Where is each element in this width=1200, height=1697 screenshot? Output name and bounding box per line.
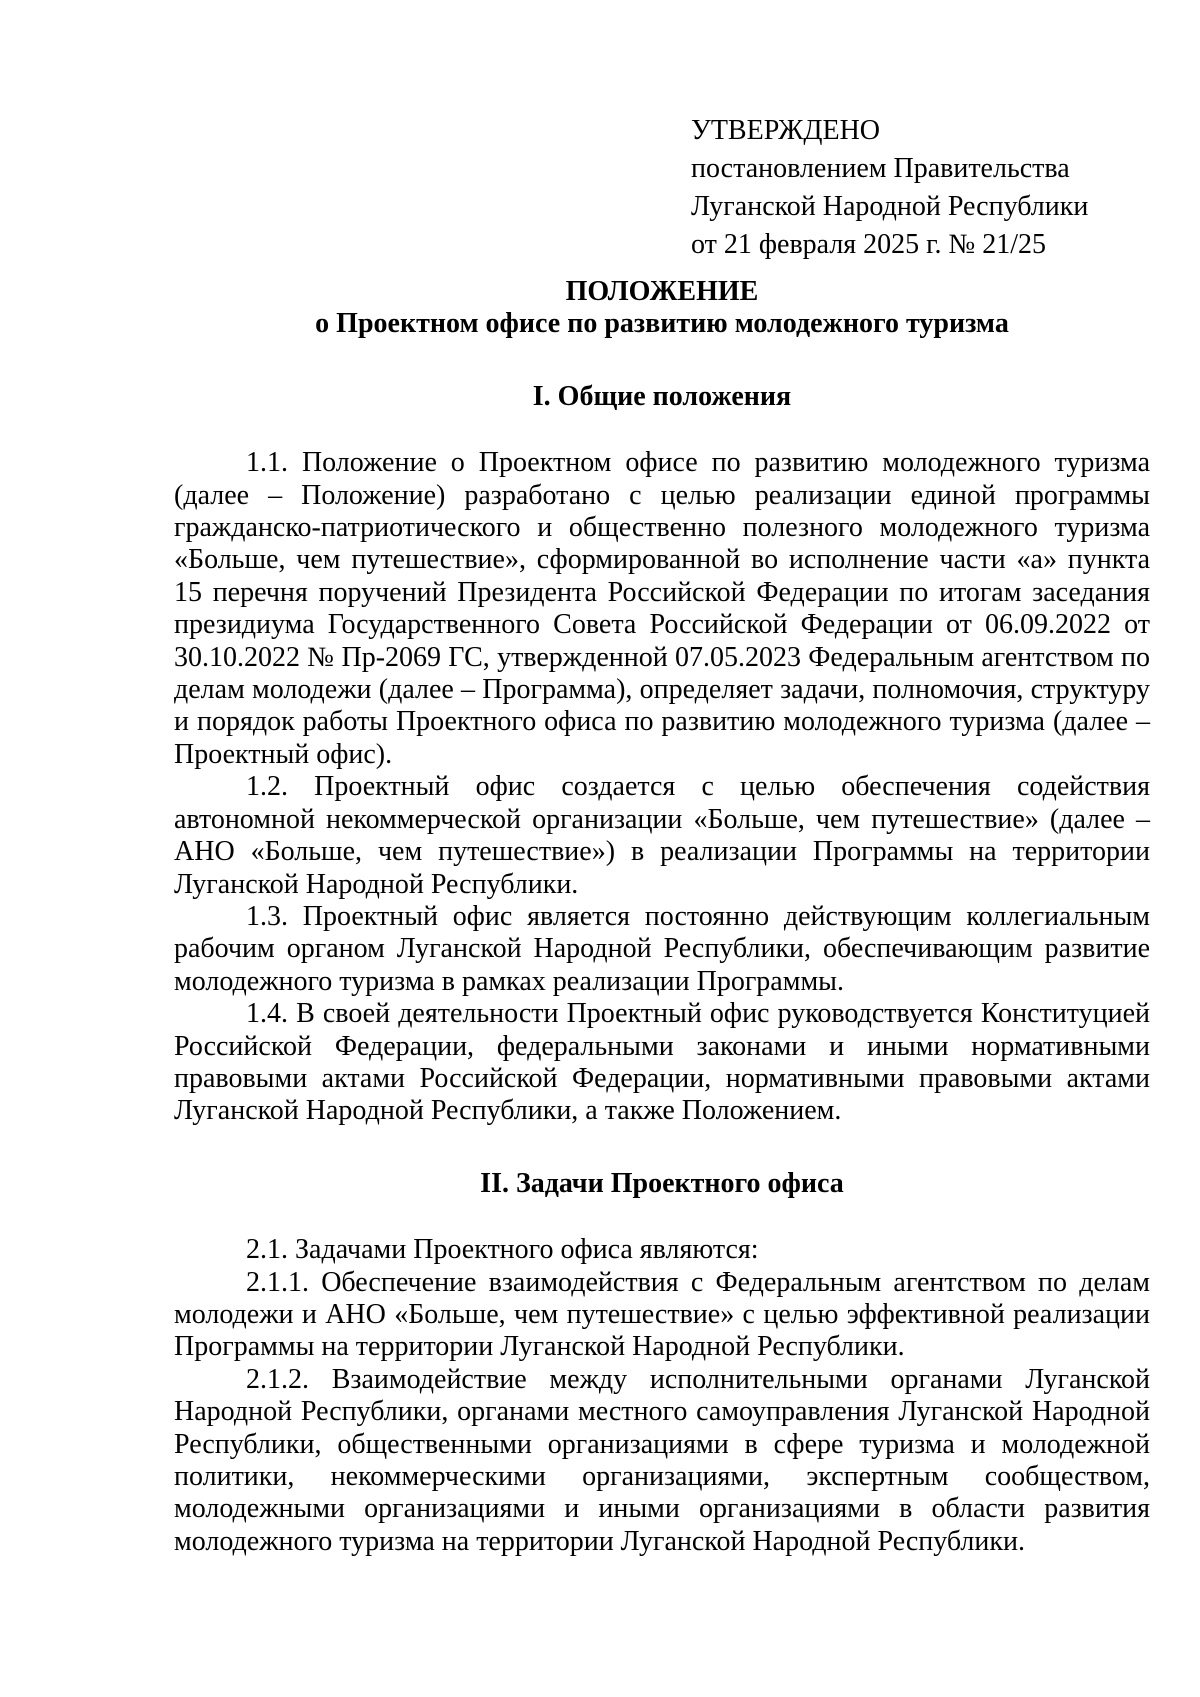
document-body: [174, 276, 1150, 1558]
approval-line-date-number: от 21 февраля 2025 г. № 21/25: [691, 229, 1047, 260]
document-subtitle: о Проектном офисе по развитию молодежного туризма: [315, 308, 1009, 340]
paragraph-1-4: 1.4. В своей деятельности Проектный офис руководствуется Конституцией Российской Федерации, федеральными законами и иными нормативными правовыми актами Российской Федерации, нормативными правовыми актами Луганской Народной Республики, а также Положением.: [174, 998, 1150, 1127]
paragraph-2-1-2: 2.1.2. Взаимодействие между исполнительными органами Луганской Народной Республики, органами местного самоуправления Луганской Народной Республики, общественными организациями в сфере туризма и молодежной политики, некоммерческими организациями, экспертным сообществом, молодежными организациями и иными организациями в области развития молодежного туризма на территории Луганской Народной Республики.: [174, 1363, 1150, 1557]
section-heading-general: I. Общие положения: [532, 380, 792, 412]
paragraph-1-2: 1.2. Проектный офис создается с целью обеспечения содействия автономной некоммерческой организации «Больше, чем путешествие» (далее – АНО «Больше, чем путешествие») в реализации Программы на территории Луганской Народной Республики.: [174, 771, 1150, 900]
approval-line-approved: УТВЕРЖДЕНО: [691, 115, 881, 146]
paragraph-2-1: 2.1. Задачами Проектного офиса являются:: [246, 1234, 759, 1266]
paragraph-1-3: 1.3. Проектный офис является постоянно действующим коллегиальным рабочим органом Луганской Народной Республики, обеспечивающим развитие молодежного туризма в рамках реализации Программы.: [174, 900, 1150, 997]
approval-stamp-block: [691, 112, 1088, 264]
approval-line-resolution: постановлением Правительства: [691, 153, 1070, 184]
section-heading-tasks: II. Задачи Проектного офиса: [480, 1167, 844, 1199]
approval-line-government: Луганской Народной Республики: [691, 191, 1089, 222]
document-title: ПОЛОЖЕНИЕ: [565, 276, 759, 307]
paragraph-1-1: 1.1. Положение о Проектном офисе по развитию молодежного туризма (далее – Положение) разработано с целью реализации единой программы гражданско-патриотического и общественно полезного молодежного туризма «Больше, чем путешествие», сформированной во исполнение части «а» пункта 15 перечня поручений Президента Российской Федерации по итогам заседания президиума Государственного Совета Российской Федерации от 06.09.2022 от 30.10.2022 № Пр-2069 ГС, утвержденной 07.05.2023 Федеральным агентством по делам молодежи (далее – Программа), определяет задачи, полномочия, структуру и порядок работы Проектного офиса по развитию молодежного туризма (далее – Проектный офис).: [174, 447, 1150, 770]
paragraph-2-1-1: 2.1.1. Обеспечение взаимодействия с Федеральным агентством по делам молодежи и АНО «Больше, чем путешествие» с целью эффективной реализации Программы на территории Луганской Народной Республики.: [174, 1266, 1150, 1363]
